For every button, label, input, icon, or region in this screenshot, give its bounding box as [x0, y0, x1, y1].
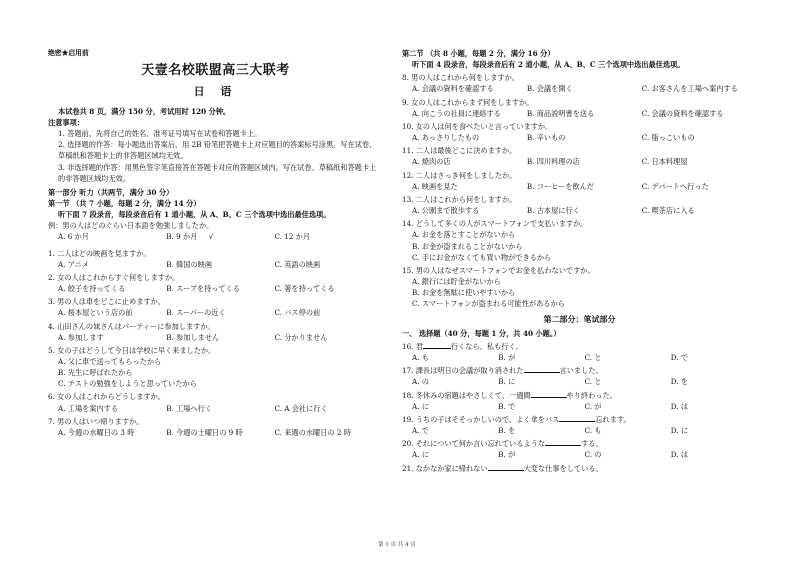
option-a: A. 工場を案内する	[58, 403, 119, 413]
option-a: A. 参加します	[58, 332, 104, 342]
question-options	[402, 132, 757, 143]
question-20	[402, 438, 757, 460]
option-d: D. で	[670, 353, 689, 363]
question-text: 10. 女の人は何を食べたいと言っていますか。	[402, 121, 553, 131]
option-a: A. 餃子を持ってくる	[58, 284, 126, 294]
option-c: C. 箸を持ってくる	[274, 284, 335, 294]
question-8	[402, 72, 757, 94]
question-text: 9. 女の人はこれからまず何をしますか。	[402, 97, 534, 107]
option-c: C. 英語の映画	[274, 259, 321, 269]
question-9	[402, 97, 757, 119]
option-b: B. お金が盗まれることがないから	[412, 241, 523, 251]
option-a: A. アニメ	[58, 259, 89, 269]
option-c: C. テストの勉強をしようと思っていたから	[58, 379, 197, 389]
page-number: 第 1 页 共 4 页	[378, 542, 416, 548]
option-a: A. 焼肉の店	[412, 157, 451, 167]
exam-title: 天壹名校联盟高三大联考	[141, 62, 290, 78]
left-column	[48, 48, 383, 438]
option-a: A. の	[412, 377, 429, 387]
question-options	[402, 352, 757, 363]
question-text: 21. なかなか家に帰れない 大変な仕事をしている。	[402, 463, 603, 473]
question-options	[402, 449, 757, 460]
question-options	[402, 205, 757, 216]
option-c: C. お客さんを工場へ案内する	[641, 84, 738, 94]
option-b: B. が	[498, 353, 516, 363]
answer-blank	[524, 365, 560, 373]
question-text: 3. 男の人は車をどこに止めますか。	[48, 297, 165, 307]
question-text: 13. 二人はこれから何をしますか。	[402, 194, 517, 204]
option-a: A. 向こうの社員に連絡する	[412, 108, 501, 118]
question-11	[402, 145, 757, 167]
option-b: B. を	[498, 426, 516, 436]
answer-blank	[531, 390, 567, 398]
question-5	[48, 345, 383, 390]
question-7	[48, 416, 383, 438]
question-1	[48, 248, 383, 270]
question-options	[402, 156, 757, 167]
option-c: C. 分かりません	[274, 332, 328, 342]
section2-heading: 第二节 （共 8 小题，每题 2 分，满分 16 分）	[402, 49, 555, 58]
option-a: A. 6 か月	[58, 232, 89, 242]
question-text: 2. 女の人はこれからすぐ何をしますか。	[48, 272, 180, 282]
question-13	[402, 194, 757, 216]
question-17	[402, 365, 757, 387]
option-b: B. が	[498, 450, 516, 460]
option-b: B. スープを持ってくる	[166, 284, 241, 294]
question-16	[402, 341, 757, 363]
option-a: A. 今週の水曜日の 3 時	[58, 427, 135, 437]
secret-label: 绝密★启用前	[48, 49, 89, 57]
question-options	[48, 332, 383, 343]
option-a: A. に	[412, 401, 429, 411]
question-options	[48, 403, 383, 414]
option-b: B. コーヒーを飲んだ	[526, 181, 594, 191]
question-text: 12. 二人はさっき何をしましたか。	[402, 170, 517, 180]
option-a: A. 父に車で送ってもらったから	[58, 357, 162, 366]
question-15	[402, 265, 757, 310]
question-options	[402, 376, 757, 387]
part2-heading: 第二部分：笔试部分	[543, 314, 616, 325]
subject-title: 日 语	[193, 84, 238, 98]
question-19	[402, 414, 757, 436]
notice-item: 2. 选择题的作答：每小题选出答案后，用 2B 铅笔把答题卡上对应题目的答案标号涂黑。写在试卷、草稿纸和答题卡上的非答题区域均无效。	[58, 140, 377, 161]
part1-heading: 第一部分 听力（共两节，满分 30 分）	[48, 187, 174, 197]
option-a: A. 公園まで散歩する	[412, 206, 480, 216]
question-options	[402, 401, 757, 412]
option-b: B. で	[498, 401, 516, 411]
question-text: 7. 男の人はいつ帰りますか。	[48, 416, 144, 426]
option-b: B. 古本屋に行く	[526, 206, 580, 216]
option-c: C. 来週の水曜日の 2 時	[274, 427, 351, 437]
example-options	[48, 231, 383, 242]
option-c: C. 脂っこいもの	[641, 133, 695, 143]
option-d: D. を	[670, 377, 689, 387]
example-question: 例：男の人はどのぐらい日本語を勉強しましたか。	[48, 221, 214, 231]
question-options	[402, 425, 757, 436]
option-a: A. も	[412, 353, 429, 363]
option-c: C. 日本料理屋	[641, 157, 688, 167]
question-text: 15. 男の人はなぜスマートフォンでお金を払わないですか。	[402, 265, 595, 275]
option-a: A. あっさりしたもの	[412, 133, 480, 143]
option-c: C. A 会社に行く	[274, 403, 328, 413]
option-c: C. 12 か月	[274, 232, 311, 242]
check-mark-icon: √	[208, 232, 214, 242]
question-options	[48, 283, 383, 294]
option-c: C. バス停の前	[274, 308, 321, 318]
option-a: A. で	[412, 426, 429, 436]
option-c: C. 手にお金がなくても買い物ができるから	[412, 252, 552, 262]
question-text: 14. どうして多くの人がスマートフォンで支払いますか。	[402, 219, 588, 229]
option-c: C. と	[584, 377, 602, 387]
question-text: 8. 男の人はこれから何をしますか。	[402, 73, 519, 83]
option-c: C. スマートフォンが盗まれる可能性があるから	[412, 299, 565, 309]
question-21	[402, 463, 757, 474]
section1-heading: 第一节 （共 7 小题，每题 2 分，满分 14 分）	[48, 198, 201, 208]
question-text: 16. 君 行くなら、私も行く。	[402, 341, 523, 351]
option-a: A. に	[412, 450, 429, 460]
answer-blank	[423, 341, 451, 349]
part2-section-heading: 一、 选择题（40 分，每题 1 分，共 40 小题。）	[402, 328, 561, 338]
option-a: A. 映画を見た	[412, 181, 458, 191]
question-3	[48, 296, 383, 318]
option-b: B. お金を無駄に使いやすいから	[412, 288, 516, 298]
option-b: B. に	[498, 377, 516, 387]
notice-item: 1. 答题前，先将自己的姓名、准考证号填写在试卷和答题卡上。	[58, 129, 262, 139]
exam-info: 本试卷共 8 页，满分 150 分，考试用时 120 分钟。	[58, 106, 231, 116]
question-text: 19. うちの子はそそっかしいので、よく傘をバス 忘れます。	[402, 414, 631, 424]
option-b: B. 先生に呼ばれたから	[58, 368, 133, 378]
question-text: 1. 二人はどの映画を見ますか。	[48, 248, 151, 258]
section2-instructions: 听下面 4 段录音，每段录音后有 2 道小题，从 A、B、C 三个选项中选出最佳选项。	[412, 60, 685, 70]
question-10	[402, 121, 757, 143]
question-options	[402, 181, 757, 192]
question-options	[402, 83, 757, 94]
option-d: D. に	[670, 426, 689, 436]
option-c: C. と	[584, 353, 602, 363]
answer-blank	[488, 463, 524, 471]
option-a: A. お金を落とすことがないから	[412, 230, 516, 240]
option-b: B. スーパーの近く	[166, 308, 226, 318]
option-c: C. が	[584, 401, 602, 411]
question-6	[48, 391, 383, 413]
question-text: 17. 課長は明日の会議が取り消された 言いました。	[402, 366, 603, 376]
option-a: A. 銀行には貯金がないから	[412, 276, 501, 286]
question-text: 5. 女の子はどうして今日は学校に早く来ましたか。	[48, 345, 216, 355]
notice-title: 注意事项：	[48, 117, 84, 127]
question-text: 6. 女の人はこれからどうしますか。	[48, 392, 165, 402]
option-b: B. 参加しません	[166, 332, 220, 342]
option-c: C. デパートへ行った	[641, 181, 709, 191]
question-text: 11. 二人は最後どこに決めますか。	[402, 146, 517, 156]
option-c: C. も	[584, 426, 602, 436]
notice-list	[48, 128, 383, 184]
option-b: B. 工場へ行く	[166, 403, 213, 413]
answer-blank	[559, 414, 595, 422]
option-b: B. 会議を開く	[526, 84, 573, 94]
option-b: B. 今週の土曜日の 9 時	[166, 427, 243, 437]
notice-item: 3. 非选择题的作答：用黑色签字笔直接答在答题卡对应的答题区域内。写在试卷、草稿纸和答题卡上的非答题区域均无效。	[58, 162, 377, 183]
question-2	[48, 272, 383, 294]
option-b: B. 9 か月 √	[166, 232, 214, 242]
question-options	[402, 108, 757, 119]
question-text: 20. それについて何か言い忘れているような する。	[402, 439, 603, 449]
answer-blank	[545, 438, 581, 446]
question-options	[48, 259, 383, 270]
option-a: A. 桜本屋という店の前	[58, 308, 133, 318]
option-c: C. 喫茶店に入る	[641, 206, 695, 216]
option-b: B. 四川料理の店	[526, 157, 580, 167]
option-b: B. 韓国の映画	[166, 259, 213, 269]
question-14	[402, 218, 757, 263]
question-text: 4. 山田さんの妹さんはパーティーに参加しますか。	[48, 321, 215, 331]
option-d: D. は	[670, 401, 689, 411]
question-18	[402, 390, 757, 412]
question-12	[402, 170, 757, 192]
option-d: D. は	[670, 450, 689, 460]
option-b: B. 商品説明書を送る	[526, 108, 595, 118]
question-options	[48, 427, 383, 438]
option-a: A. 会議の資料を確認する	[412, 84, 494, 94]
question-text: 18. 冬休みの宿題はやさしくて、一週間 やり終わった。	[402, 390, 617, 400]
section1-instructions: 听下面 7 段录音，每段录音后有 1 道小题，从 A、B、C 三个选项中选出最佳选项。	[58, 210, 331, 220]
option-c: C. の	[584, 450, 602, 460]
option-c: C. 会議の資料を確認する	[641, 108, 724, 118]
question-options	[48, 307, 383, 318]
right-column	[402, 48, 757, 474]
question-4	[48, 321, 383, 343]
option-b: B. 辛いもの	[526, 133, 566, 143]
